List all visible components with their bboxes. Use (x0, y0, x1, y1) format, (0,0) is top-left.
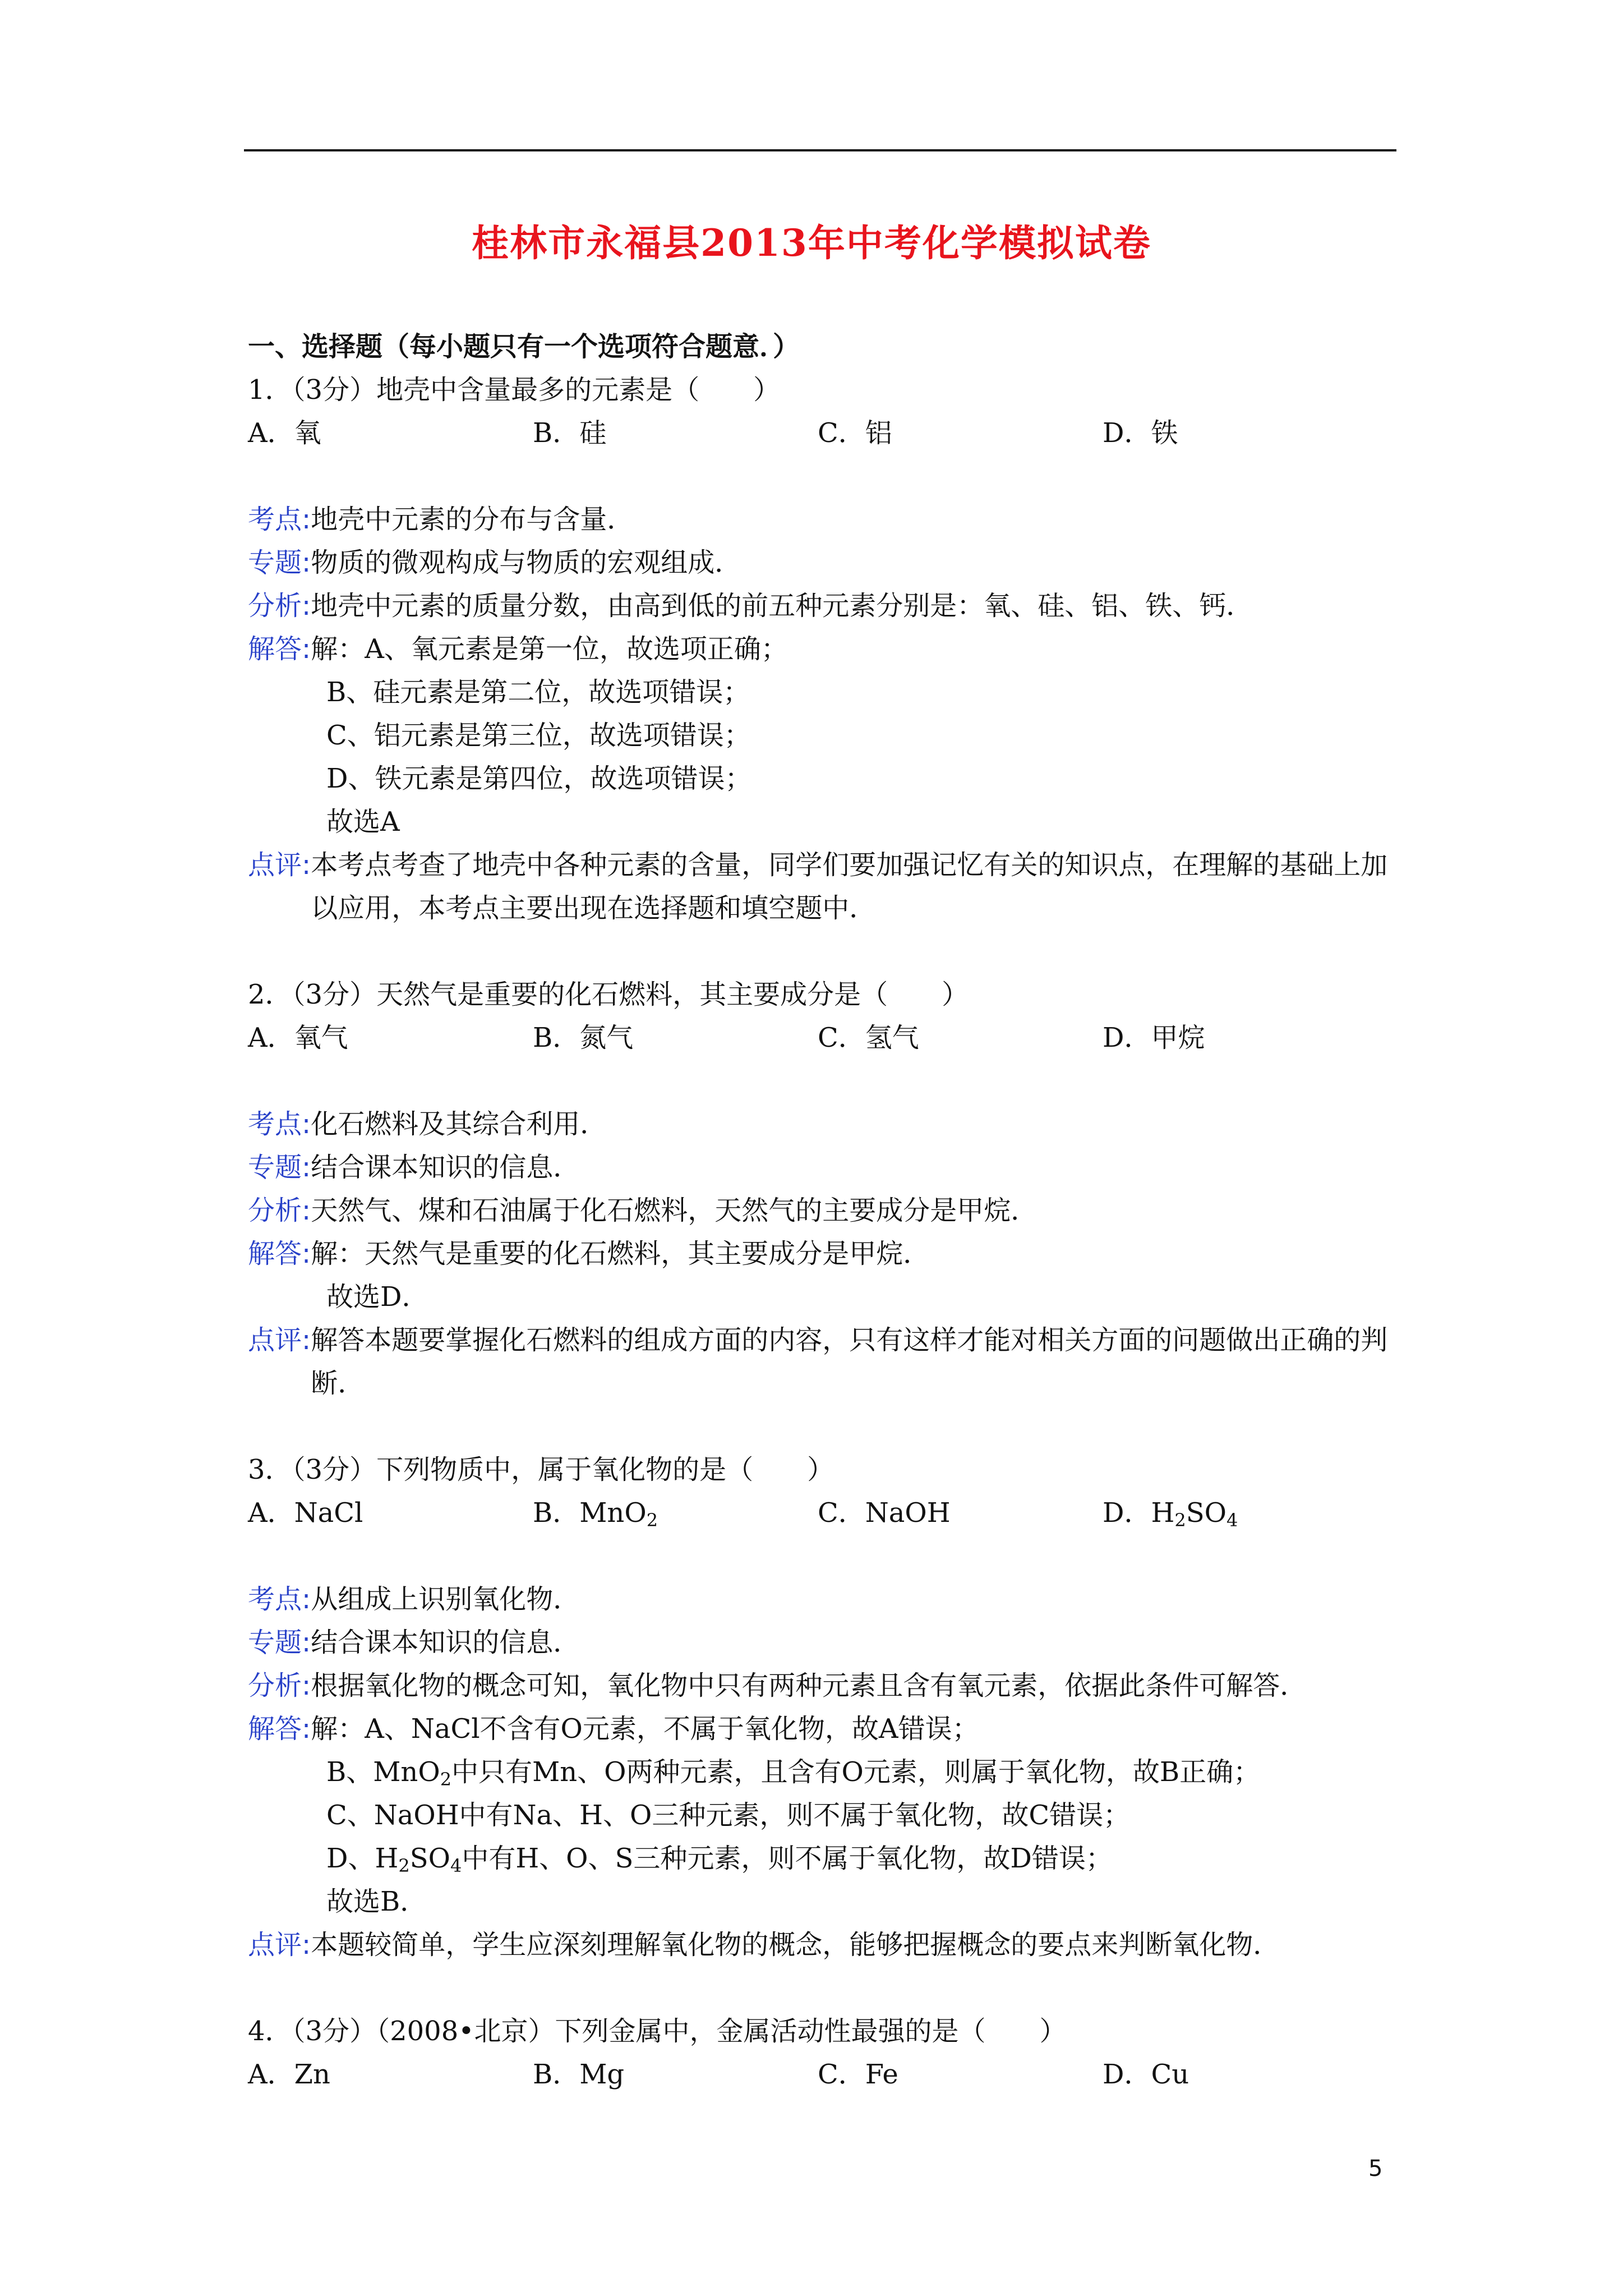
q1-jieda-line: C、铝元素是第三位，故选项错误； (326, 720, 751, 751)
label-kaodian: 考点: (248, 504, 311, 535)
section-heading: 一、选择题（每小题只有一个选项符合题意．） (248, 331, 800, 362)
label-dianping: 点评: (248, 849, 311, 881)
q3-option-b: B．MnO$_2$ (533, 1497, 658, 1531)
q4-options (248, 2053, 1392, 2096)
q2-jieda-line: 故选D． (326, 1281, 429, 1313)
label-fenxi: 分析: (248, 590, 311, 622)
q3-jieda: 解答:解：A、NaCl不含有O元素，不属于氧化物，故A错误； (248, 1713, 979, 1745)
label-jieda: 解答: (248, 1713, 311, 1745)
q1-fenxi: 分析:地壳中元素的质量分数，由高到低的前五种元素分别是：氧、硅、铝、铁、钙． (248, 590, 1253, 622)
q3-options (248, 1492, 1392, 1535)
q1-stem: 1．（3分）地壳中含量最多的元素是（ ） (248, 374, 781, 406)
q3-jieda-line: B、MnO$_2$中只有Mn、O两种元素，且含有O元素，则属于氧化物，故B正确； (326, 1756, 1261, 1790)
q2-options (248, 1016, 1392, 1060)
q2-dianping: 点评: 解答本题要掌握化石燃料的组成方面的内容，只有这样才能对相关方面的问题做出正确的判断． (248, 1319, 1392, 1405)
q3-option-d: D．$H_2SO_4$ (1103, 1497, 1238, 1531)
q3-stem: 3．（3分）下列物质中，属于氧化物的是（ ） (248, 1454, 834, 1485)
q4-option-a: A．Zn (248, 2059, 330, 2090)
q3-kaodian: 考点:从组成上识别氧化物． (248, 1584, 580, 1615)
q3-jieda-line: D、$H_2SO_4$中有H、O、S三种元素，则不属于氧化物，故D错误； (326, 1843, 1113, 1876)
q1-jieda-line: D、铁元素是第四位，故选项错误； (326, 763, 752, 794)
label-kaodian: 考点: (248, 1584, 311, 1615)
label-zhuanti: 专题: (248, 1627, 311, 1658)
q2-zhuanti: 专题:结合课本知识的信息． (248, 1152, 580, 1183)
q1-jieda-line: 故选A (326, 806, 400, 838)
q1-option-c: C．铝 (818, 417, 892, 449)
label-fenxi: 分析: (248, 1670, 311, 1701)
q3-jieda-line: 故选B． (326, 1886, 427, 1917)
header-rule (244, 149, 1396, 151)
content (248, 325, 1392, 2096)
q1-option-d: D．铁 (1103, 417, 1178, 449)
q4-option-c: C．Fe (818, 2059, 898, 2090)
label-jieda: 解答: (248, 1238, 311, 1269)
q2-option-d: D．甲烷 (1103, 1022, 1205, 1053)
q3-zhuanti: 专题:结合课本知识的信息． (248, 1627, 580, 1658)
label-dianping: 点评: (248, 1324, 311, 1356)
label-jieda: 解答: (248, 633, 311, 665)
q2-kaodian: 考点:化石燃料及其综合利用． (248, 1108, 607, 1140)
q3-fenxi: 分析:根据氧化物的概念可知，氧化物中只有两种元素且含有氧元素，依据此条件可解答． (248, 1670, 1307, 1701)
q4-stem: 4．（3分）（2008•北京）下列金属中，金属活动性最强的是（ ） (248, 2016, 1067, 2047)
q1-dianping: 点评: 本考点考查了地壳中各种元素的含量，同学们要加强记忆有关的知识点，在理解的基础上加以应用，本考点主要出现在选择题和填空题中． (248, 844, 1392, 930)
q3-jieda-line: C、NaOH中有Na、H、O三种元素，则不属于氧化物，故C错误； (326, 1800, 1131, 1831)
q4-option-d: D．Cu (1103, 2059, 1189, 2090)
q2-option-b: B．氮气 (533, 1022, 634, 1053)
q2-option-c: C．氢气 (818, 1022, 919, 1053)
q2-option-a: A．氧气 (248, 1022, 348, 1053)
q1-kaodian: 考点:地壳中元素的分布与含量． (248, 504, 634, 535)
q3-option-c: C．NaOH (818, 1497, 951, 1529)
q1-option-a: A．氧 (248, 417, 321, 449)
page-title: 桂林市永福县2013年中考化学模拟试卷 (472, 221, 1151, 265)
q1-option-b: B．硅 (533, 417, 607, 449)
q4-option-b: B．Mg (533, 2059, 625, 2090)
page-number: 5 (1368, 2156, 1383, 2182)
q1-zhuanti: 专题:物质的微观构成与物质的宏观组成． (248, 547, 742, 578)
q1-options (248, 412, 1392, 455)
q2-jieda: 解答:解：天然气是重要的化石燃料，其主要成分是甲烷． (248, 1238, 930, 1269)
q1-jieda-line: B、硅元素是第二位，故选项错误； (326, 677, 750, 708)
q2-stem: 2．（3分）天然气是重要的化石燃料，其主要成分是（ ） (248, 979, 969, 1010)
q2-fenxi: 分析:天然气、煤和石油属于化石燃料，天然气的主要成分是甲烷． (248, 1195, 1038, 1226)
q1-jieda: 解答:解：A、氧元素是第一位，故选项正确； (248, 633, 788, 665)
q3-dianping: 点评:本题较简单，学生应深刻理解氧化物的概念，能够把握概念的要点来判断氧化物． (248, 1929, 1280, 1961)
label-zhuanti: 专题: (248, 547, 311, 578)
q3-option-a: A．NaCl (248, 1497, 363, 1529)
label-dianping: 点评: (248, 1929, 311, 1961)
label-kaodian: 考点: (248, 1108, 311, 1140)
label-zhuanti: 专题: (248, 1152, 311, 1183)
label-fenxi: 分析: (248, 1195, 311, 1226)
